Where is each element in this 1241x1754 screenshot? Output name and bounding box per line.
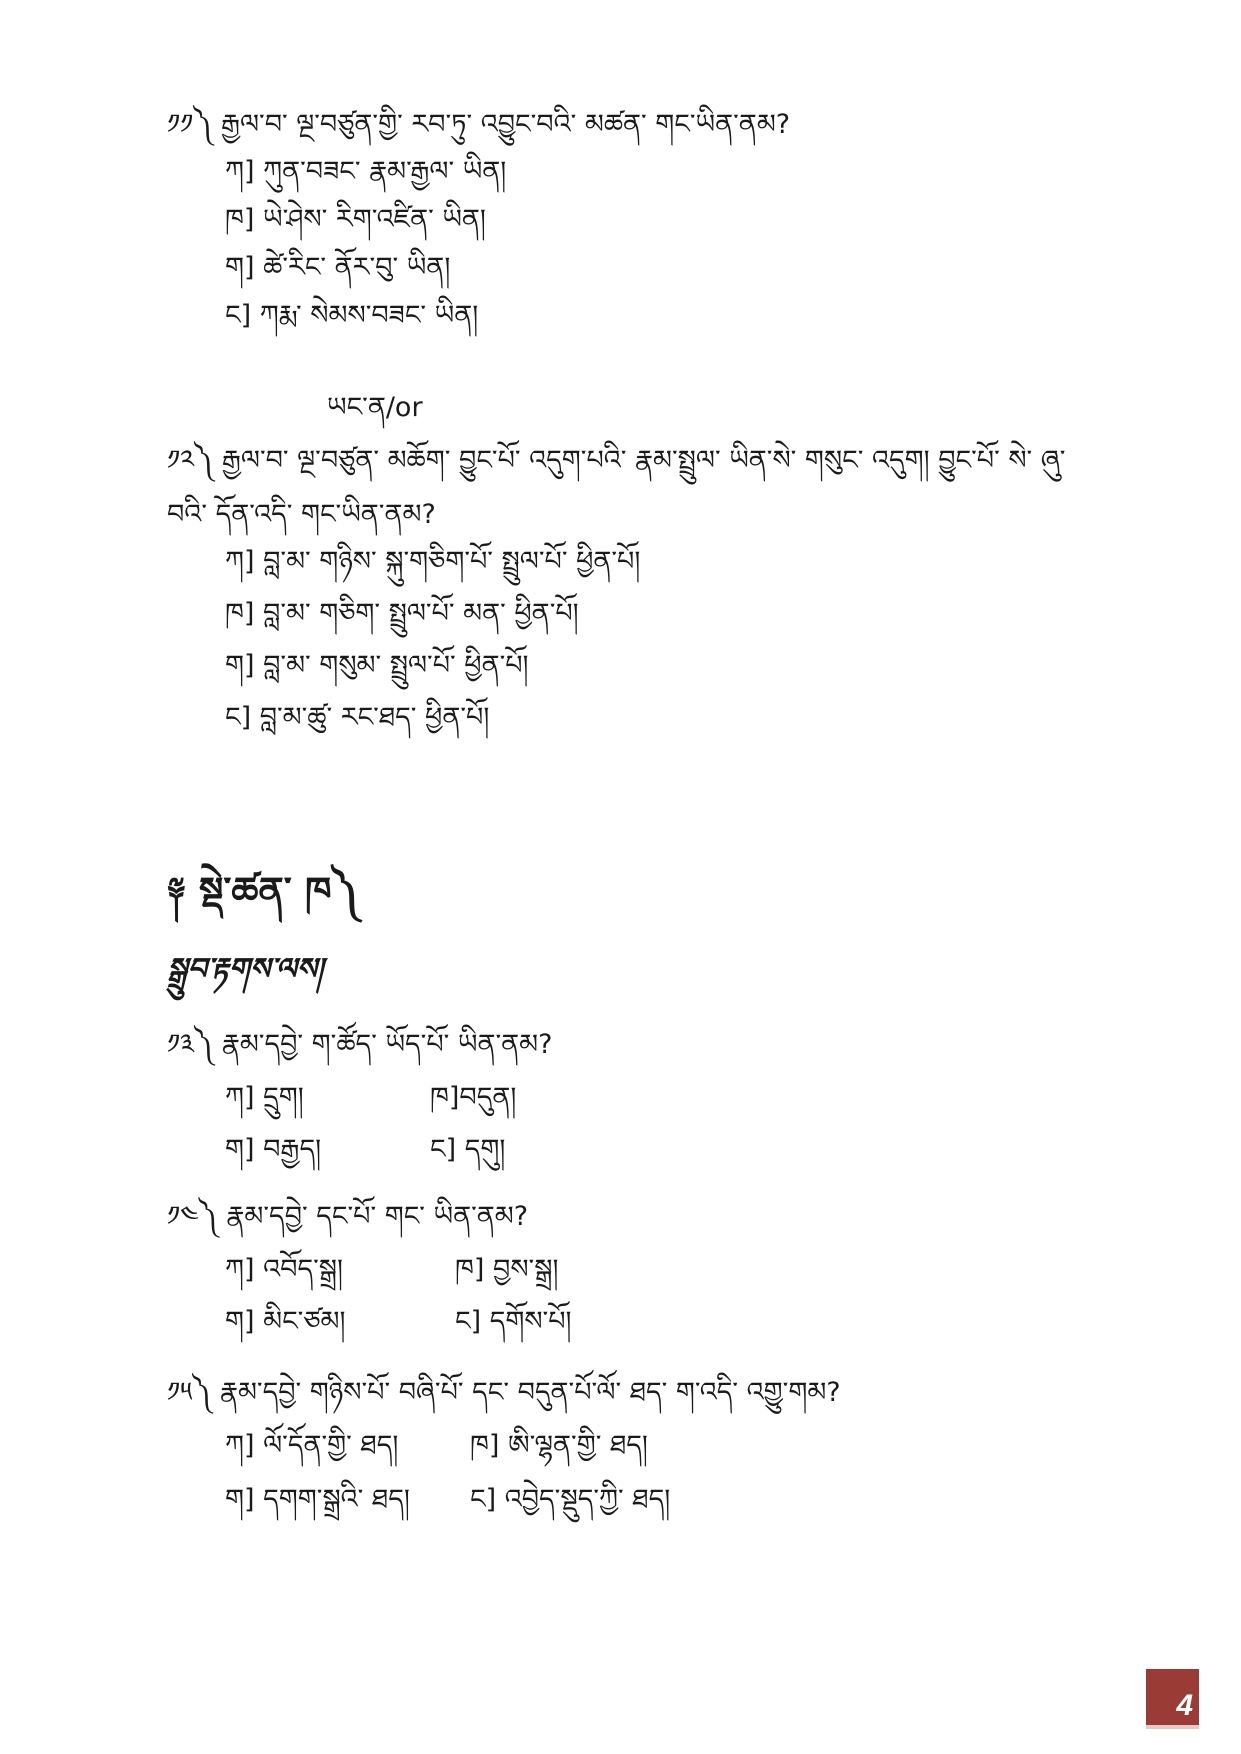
question-14: ༡༤༽ རྣམ་དབྱེ་ དང་པོ་ གང་ ཡིན་ནམ? [167, 1201, 529, 1232]
q13-option-nga: ང] དགུ། [430, 1134, 506, 1165]
q12-option-ka: ཀ] བླ་མ་ གཉིས་ སྐུ་གཅིག་པོ་ སྤྲུལ་པོ་ ཕྱིན་པོ། [225, 546, 641, 577]
section-heading: ༈ སྡེ་ཚན་ ཁ༽ [167, 869, 359, 913]
q11-option-kha: ཁ] ཡེ་ཤེས་ རིག་འཛིན་ ཡིན། [225, 204, 486, 235]
or-separator: ཡང་ན/or [327, 392, 423, 423]
q15-option-ka: ཀ] ལོ་དོན་གྱི་ ཐད། [225, 1430, 399, 1461]
q13-option-ga: ག] བརྒྱད། [225, 1134, 322, 1165]
q12-option-ga: ག] བླ་མ་ གསུམ་ སྤྲུལ་པོ་ ཕྱིན་པོ། [225, 650, 529, 681]
q11-option-ga: ག] ཚེ་རིང་ ནོར་བུ་ ཡིན། [225, 252, 451, 283]
q14-option-ka: ཀ] འབོད་སྒྲ། [225, 1254, 343, 1285]
question-12: ༡༢༽ རྒྱལ་བ་ ལྔ་བཙུན་ མཆོག་ བྱུང་པོ་ འདུག་པའི་ རྣམ་སྤྲུལ་ ཡིན་སེ་ གསུང་ འདུག། བྱུང་པོ་ སེ་ ཞུ་བའི་ དོན་འདི་ གང་ཡིན་ནམ? [167, 445, 1066, 530]
q14-option-kha: ཁ] བྱས་སྒྲ། [455, 1254, 559, 1285]
q12-option-nga: ང] བླ་མ་ཚུ་ རང་ཐད་ ཕྱིན་པོ། [225, 702, 490, 733]
q15-option-kha: ཁ] ཨི་ལྷན་གྱི་ ཐད། [470, 1430, 648, 1461]
question-13: ༡༣༽ རྣམ་དབྱེ་ ག་ཚོད་ ཡོད་པོ་ ཡིན་ནམ? [167, 1029, 553, 1060]
q13-option-kha: ཁ]བདུན། [430, 1082, 517, 1113]
q14-option-nga: ང] དགོས་པོ། [455, 1306, 572, 1337]
q11-option-ka: ཀ] ཀུན་བཟང་ རྣམ་རྒྱལ་ ཡིན། [225, 156, 507, 187]
question-11: ༡༡༽ རྒྱལ་བ་ ལྔ་བཙུན་གྱི་ རབ་ཏུ་ འབྱུང་བའི་ མཚན་ གང་ཡིན་ནམ? [167, 109, 791, 140]
q15-option-nga: ང] འབྱེད་སྡུད་ཀྱི་ ཐད། [470, 1484, 671, 1515]
q14-option-ga: ག] མིང་ཙམ། [225, 1306, 346, 1337]
page-number: 4 [1176, 1689, 1193, 1722]
q11-option-nga: ང] ཀརྨ་ སེམས་བཟང་ ཡིན། [225, 300, 479, 331]
page-number-badge [1146, 1669, 1199, 1729]
q15-option-ga: ག] དགག་སྒྲའི་ ཐད། [225, 1484, 410, 1515]
question-15: ༡༥༽ རྣམ་དབྱེ་ གཉིས་པོ་ བཞི་པོ་ དང་ བདུན་པོ་ལོ་ ཐད་ ག་འདི་ འགྱུ་གམ? [167, 1377, 841, 1408]
q13-option-ka: ཀ] དྲུག། [225, 1082, 304, 1113]
section-subheading: སྒྲུབ་རྟགས་ལས། [167, 952, 324, 987]
q12-option-kha: ཁ] བླ་མ་ གཅིག་ སྤྲུལ་པོ་ མན་ ཕྱིན་པོ། [225, 598, 579, 629]
